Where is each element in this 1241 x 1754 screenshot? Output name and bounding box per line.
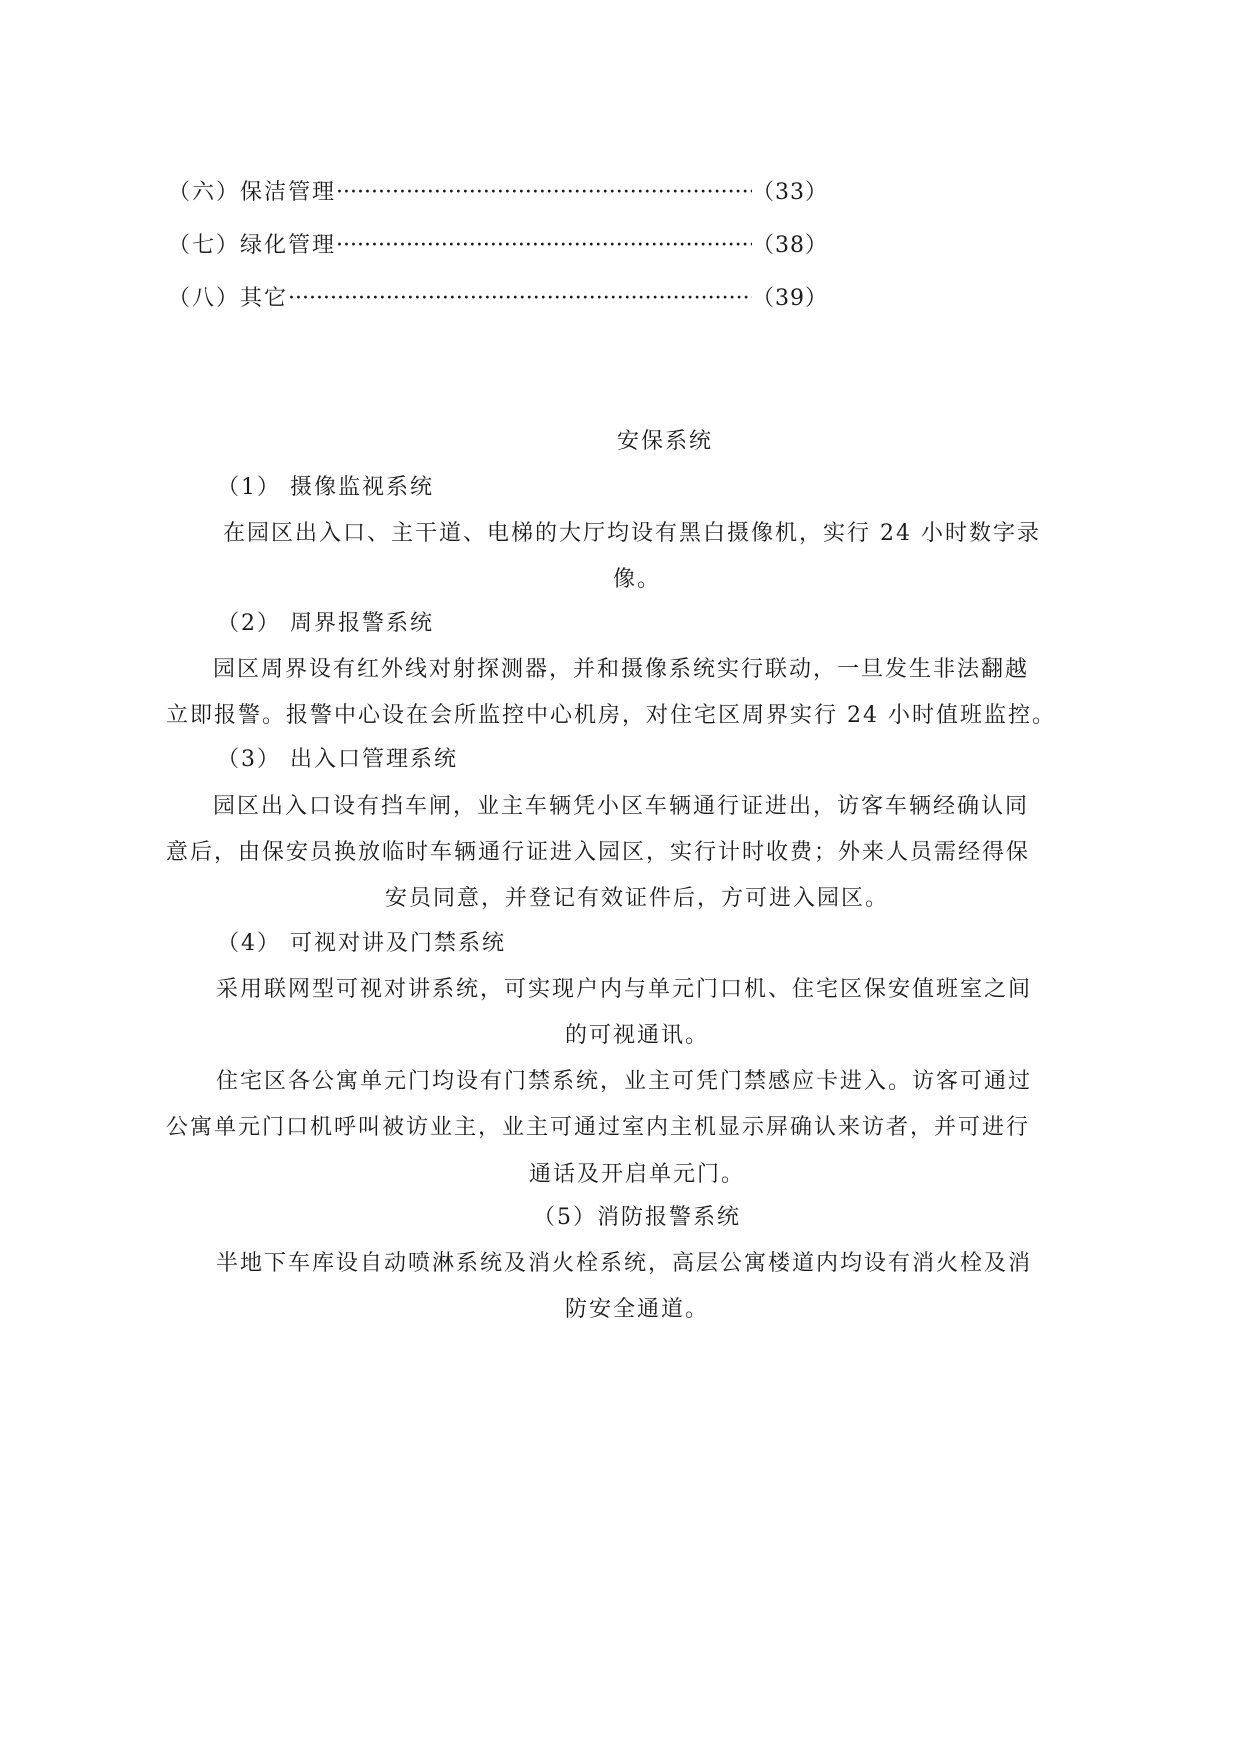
item-heading: （2） 周界报警系统 bbox=[217, 611, 434, 636]
paragraph-line: 意后，由保安员换放临时车辆通行证进入园区，实行计时收费；外来人员需经得保 bbox=[166, 840, 1031, 865]
toc-entry-page: （33） bbox=[752, 180, 828, 205]
item-heading: （5）消防报警系统 bbox=[533, 1205, 741, 1230]
item-heading: （4） 可视对讲及门禁系统 bbox=[217, 931, 506, 956]
paragraph-line: 防安全通道。 bbox=[564, 1297, 709, 1322]
toc-entry-label: （七）绿化管理 bbox=[168, 233, 337, 258]
item-heading: （1） 摄像监视系统 bbox=[217, 475, 434, 500]
toc-dot-leader bbox=[288, 284, 752, 314]
item-heading: （3） 出入口管理系统 bbox=[217, 747, 458, 772]
section-title: 安保系统 bbox=[616, 429, 713, 454]
paragraph-line: 通话及开启单元门。 bbox=[528, 1162, 745, 1187]
paragraph-line: 安员同意，并登记有效证件后，方可进入园区。 bbox=[384, 886, 889, 911]
toc-entry bbox=[168, 231, 828, 261]
paragraph-line: 在园区出入口、主干道、电梯的大厅均设有黑白摄像机，实行 24 小时数字录 bbox=[223, 521, 1041, 546]
paragraph-line: 半地下车库设自动喷淋系统及消火栓系统，高层公寓楼道内均设有消火栓及消 bbox=[216, 1251, 1033, 1276]
paragraph-line: 像。 bbox=[612, 567, 661, 592]
paragraph-line: 园区周界设有红外线对射探测器，并和摄像系统实行联动，一旦发生非法翻越 bbox=[213, 657, 1030, 682]
toc-entry-label: （八）其它 bbox=[168, 286, 289, 311]
toc-entry bbox=[168, 178, 828, 208]
paragraph-line: 公寓单元门口机呼叫被访业主，业主可通过室内主机显示屏确认来访者，并可进行 bbox=[166, 1115, 1031, 1140]
toc-dot-leader bbox=[336, 231, 752, 261]
toc-entry bbox=[168, 284, 828, 314]
toc-entry-page: （38） bbox=[752, 233, 828, 258]
paragraph-line: 住宅区各公寓单元门均设有门禁系统，业主可凭门禁感应卡进入。访客可通过 bbox=[216, 1069, 1033, 1094]
toc-dot-leader bbox=[336, 178, 752, 208]
paragraph-line: 园区出入口设有挡车闸，业主车辆凭小区车辆通行证进出，访客车辆经确认同 bbox=[213, 794, 1030, 819]
paragraph-line: 立即报警。报警中心设在会所监控中心机房，对住宅区周界实行 24 小时值班监控。 bbox=[166, 703, 1056, 728]
paragraph-line: 的可视通讯。 bbox=[564, 1023, 709, 1048]
toc-entry-label: （六）保洁管理 bbox=[168, 180, 337, 205]
paragraph-line: 采用联网型可视对讲系统，可实现户内与单元门口机、住宅区保安值班室之间 bbox=[216, 977, 1033, 1002]
toc-entry-page: （39） bbox=[752, 286, 828, 311]
